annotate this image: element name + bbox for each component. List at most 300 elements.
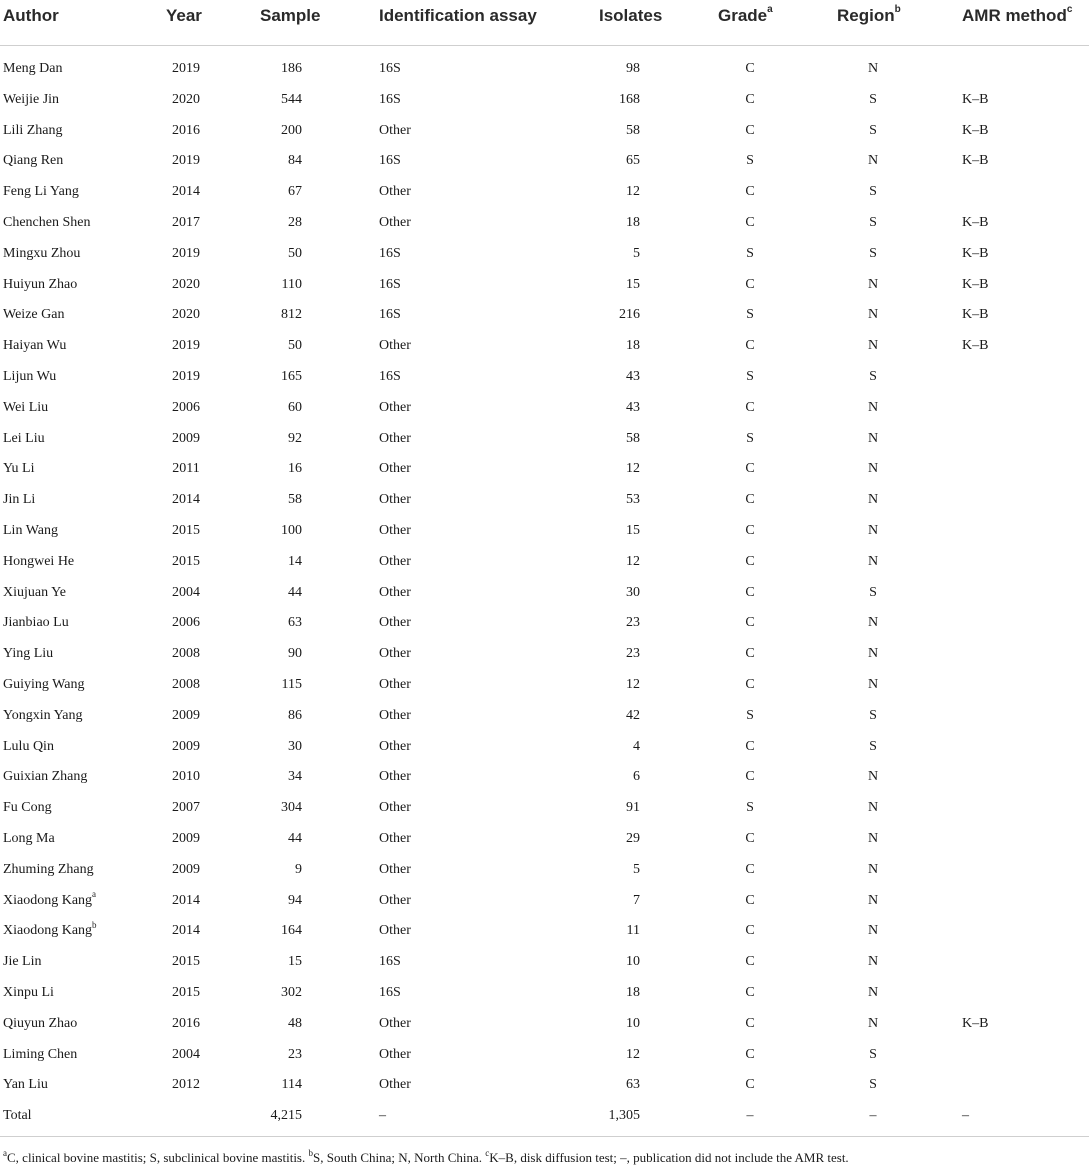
cell-identification-assay: Other xyxy=(379,892,411,908)
cell-sample: 67 xyxy=(288,184,302,200)
cell-amr-method: K–B xyxy=(962,122,989,138)
cell-region: N xyxy=(867,61,879,76)
author-name: Xiaodong Kang xyxy=(3,923,93,939)
cell-author xyxy=(3,739,54,755)
cell-author xyxy=(3,888,97,909)
cell-sample: 28 xyxy=(288,215,302,230)
cell-year: 2014 xyxy=(172,184,200,200)
cell-year: 2004 xyxy=(172,584,200,600)
cell-year: 2009 xyxy=(172,738,200,754)
cell-author xyxy=(3,369,56,385)
cell-author xyxy=(3,338,66,354)
footnote-mark-c: c xyxy=(485,1147,490,1158)
cell-identification-assay: – xyxy=(379,1108,386,1124)
cell-region: N xyxy=(867,553,879,569)
cell-year: 2015 xyxy=(172,954,200,970)
table-bottom-divider xyxy=(0,1136,1089,1137)
cell-identification-assay: Other xyxy=(379,738,411,754)
cell-isolates: 5 xyxy=(633,245,640,261)
cell-sample: 34 xyxy=(288,769,302,785)
cell-region: N xyxy=(867,461,879,477)
cell-region: N xyxy=(867,923,879,939)
cell-identification-assay: Other xyxy=(379,831,411,846)
author-name: Lei Liu xyxy=(3,430,45,446)
cell-year: 2016 xyxy=(172,1015,200,1031)
cell-region: N xyxy=(867,430,879,446)
cell-sample: 30 xyxy=(288,738,302,754)
table-row xyxy=(0,1008,1089,1038)
author-name: Jianbiao Lu xyxy=(3,615,69,631)
table-row xyxy=(0,176,1089,206)
cell-region: S xyxy=(869,245,877,261)
cell-year: 2020 xyxy=(172,276,200,292)
cell-sample: 84 xyxy=(288,153,302,169)
cell-sample: 50 xyxy=(288,338,302,354)
author-name: Lin Wang xyxy=(3,523,58,538)
table-row xyxy=(0,484,1089,514)
cell-grade: C xyxy=(745,91,755,107)
author-name: Yu Li xyxy=(3,461,35,477)
cell-sample: 58 xyxy=(288,492,302,508)
cell-region: N xyxy=(867,307,879,323)
table-row xyxy=(0,731,1089,761)
cell-region: S xyxy=(869,584,877,600)
cell-author xyxy=(3,862,94,878)
author-name: Xinpu Li xyxy=(3,985,54,1000)
cell-author xyxy=(3,123,63,139)
cell-isolates: 7 xyxy=(633,892,640,908)
author-name: Qiang Ren xyxy=(3,153,64,169)
cell-author xyxy=(3,831,55,847)
table-row xyxy=(0,115,1089,145)
table-row xyxy=(0,1069,1089,1099)
cell-identification-assay: Other xyxy=(379,184,411,200)
cell-region: N xyxy=(867,399,879,415)
cell-isolates: 4 xyxy=(633,738,640,754)
footnote-b-text: S, South China; N, North China. xyxy=(313,1150,486,1165)
cell-year: 2019 xyxy=(172,61,200,76)
cell-isolates: 10 xyxy=(626,1015,640,1031)
header-identification-assay: Identification assay xyxy=(379,6,537,25)
cell-sample: 14 xyxy=(288,553,302,569)
cell-sample: 60 xyxy=(288,399,302,415)
cell-identification-assay: Other xyxy=(379,461,411,477)
cell-grade: C xyxy=(745,954,755,970)
cell-identification-assay: 16S xyxy=(379,61,401,76)
total-row xyxy=(0,1100,1089,1130)
cell-grade: S xyxy=(746,707,754,723)
author-name: Chenchen Shen xyxy=(3,215,91,230)
cell-sample: 92 xyxy=(288,430,302,446)
cell-sample: 812 xyxy=(281,307,302,323)
cell-grade: C xyxy=(745,215,755,230)
cell-grade: S xyxy=(746,800,754,816)
cell-identification-assay: Other xyxy=(379,215,411,230)
table-row xyxy=(0,854,1089,884)
cell-grade: C xyxy=(745,985,755,1000)
cell-region: N xyxy=(867,338,879,354)
cell-grade: C xyxy=(745,677,755,692)
header-divider xyxy=(0,45,1089,46)
cell-region: N xyxy=(867,523,879,538)
cell-sample: 110 xyxy=(281,276,302,292)
cell-author xyxy=(3,708,83,724)
cell-author xyxy=(3,1077,48,1093)
author-name: Lili Zhang xyxy=(3,122,63,138)
cell-isolates: 12 xyxy=(626,1046,640,1062)
cell-identification-assay: Other xyxy=(379,1046,411,1062)
header-amr-method: AMR method$^c$ xyxy=(962,4,1073,25)
cell-year: 2008 xyxy=(172,646,200,662)
cell-author xyxy=(3,153,63,169)
cell-author xyxy=(3,919,97,939)
cell-identification-assay: Other xyxy=(379,399,411,415)
cell-author xyxy=(3,431,45,447)
cell-identification-assay: Other xyxy=(379,584,411,600)
cell-grade: C xyxy=(745,1015,755,1031)
cell-sample: 186 xyxy=(281,61,302,76)
cell-grade: C xyxy=(745,399,755,415)
table-row xyxy=(0,207,1089,237)
cell-identification-assay: Other xyxy=(379,923,411,939)
cell-sample: 48 xyxy=(288,1015,302,1031)
cell-author xyxy=(3,800,52,816)
cell-grade: C xyxy=(745,615,755,631)
cell-year: 2020 xyxy=(172,307,200,323)
cell-identification-assay: 16S xyxy=(379,91,401,107)
cell-identification-assay: 16S xyxy=(379,245,401,261)
cell-grade: C xyxy=(745,276,755,292)
author-footnote-mark: b xyxy=(92,919,97,930)
cell-year: 2019 xyxy=(172,338,200,354)
cell-region: N xyxy=(867,769,879,785)
cell-sample: 86 xyxy=(288,707,302,723)
cell-isolates: 12 xyxy=(626,553,640,569)
author-footnote-mark: a xyxy=(92,888,97,899)
cell-isolates: 63 xyxy=(626,1077,640,1093)
cell-amr-method: K–B xyxy=(962,153,989,169)
cell-year: 2019 xyxy=(172,245,200,261)
table-footnote xyxy=(3,1147,1086,1166)
table-row xyxy=(0,1039,1089,1069)
cell-year: 2017 xyxy=(172,215,200,230)
cell-isolates: 23 xyxy=(626,646,640,662)
cell-isolates: 12 xyxy=(626,677,640,692)
cell-year: 2006 xyxy=(172,615,200,631)
author-name: Ying Liu xyxy=(3,646,54,662)
cell-grade: C xyxy=(745,553,755,569)
cell-amr-method: K–B xyxy=(962,276,989,292)
cell-grade: C xyxy=(745,923,755,939)
table-row xyxy=(0,84,1089,114)
author-name: Yongxin Yang xyxy=(3,707,83,723)
cell-author xyxy=(3,307,64,323)
header-year: Year xyxy=(166,6,202,25)
cell-isolates: 58 xyxy=(626,122,640,138)
cell-region: N xyxy=(867,985,879,1000)
footnote-mark-a: a xyxy=(3,1147,7,1158)
cell-year: 2006 xyxy=(172,399,200,415)
cell-grade: S xyxy=(746,307,754,323)
cell-grade: C xyxy=(745,892,755,908)
cell-year: 2015 xyxy=(172,553,200,569)
cell-author xyxy=(3,277,77,293)
footnote-c-text: K–B, disk diffusion test; –, publication did not include the AMR test. xyxy=(489,1150,849,1165)
table-row xyxy=(0,885,1089,915)
author-name: Huiyun Zhao xyxy=(3,276,78,292)
author-name: Haiyan Wu xyxy=(3,338,67,354)
cell-author xyxy=(3,1016,77,1032)
cell-sample: 44 xyxy=(288,831,302,846)
header-region-footnote-mark: b xyxy=(894,4,901,16)
cell-grade: C xyxy=(745,1077,755,1093)
cell-region: S xyxy=(869,122,877,138)
cell-identification-assay: Other xyxy=(379,677,411,692)
table-row xyxy=(0,361,1089,391)
cell-sample: 50 xyxy=(288,245,302,261)
cell-isolates: 11 xyxy=(626,923,640,939)
cell-year: 2011 xyxy=(172,461,200,477)
cell-year: 2012 xyxy=(172,1077,200,1093)
cell-sample: 200 xyxy=(281,122,302,138)
cell-isolates: 65 xyxy=(626,153,640,169)
cell-region: S xyxy=(869,1077,877,1093)
cell-identification-assay: 16S xyxy=(379,954,401,970)
cell-author xyxy=(3,554,74,570)
cell-year: 2007 xyxy=(172,800,200,816)
cell-author xyxy=(3,246,80,262)
table-row xyxy=(0,53,1089,83)
cell-grade: C xyxy=(745,738,755,754)
table-row xyxy=(0,515,1089,545)
author-name: Meng Dan xyxy=(3,61,63,76)
table-row xyxy=(0,577,1089,607)
cell-sample: 302 xyxy=(281,985,302,1000)
table-row xyxy=(0,761,1089,791)
table-row xyxy=(0,607,1089,637)
cell-author xyxy=(3,585,66,601)
cell-isolates: 18 xyxy=(626,338,640,354)
cell-isolates: 29 xyxy=(626,831,640,846)
cell-grade: S xyxy=(746,245,754,261)
cell-author xyxy=(3,400,48,416)
table-row xyxy=(0,269,1089,299)
cell-author xyxy=(3,1047,77,1063)
table-row xyxy=(0,638,1089,668)
cell-identification-assay: 16S xyxy=(379,985,401,1000)
cell-author xyxy=(3,615,69,631)
cell-isolates: 5 xyxy=(633,861,640,877)
cell-region: N xyxy=(867,153,879,169)
author-name: Hongwei He xyxy=(3,553,75,569)
cell-identification-assay: 16S xyxy=(379,276,401,292)
cell-sample: 23 xyxy=(288,1046,302,1062)
cell-identification-assay: Other xyxy=(379,1077,411,1093)
cell-isolates: 43 xyxy=(626,369,640,384)
header-grade: Grade$^a$ xyxy=(718,4,773,25)
header-sample: Sample xyxy=(260,6,321,25)
cell-region: N xyxy=(867,276,879,292)
author-name: Lijun Wu xyxy=(3,369,57,384)
table-row xyxy=(0,977,1089,1007)
header-grade-footnote-mark: a xyxy=(767,4,773,16)
cell-isolates: 12 xyxy=(626,461,640,477)
cell-region: N xyxy=(867,861,879,877)
cell-year: 2016 xyxy=(172,122,200,138)
cell-region: – xyxy=(869,1108,877,1124)
cell-sample: 304 xyxy=(281,800,302,816)
author-name: Guiying Wang xyxy=(3,677,85,692)
author-name: Mingxu Zhou xyxy=(3,245,81,261)
footnote-mark-b: b xyxy=(308,1147,313,1158)
cell-isolates: 30 xyxy=(626,584,640,600)
cell-author xyxy=(3,184,79,200)
cell-sample: 115 xyxy=(281,677,302,692)
cell-sample: 94 xyxy=(288,892,302,908)
cell-identification-assay: Other xyxy=(379,800,411,816)
cell-grade: C xyxy=(745,646,755,662)
author-name: Lulu Qin xyxy=(3,738,54,754)
cell-sample: 4,215 xyxy=(270,1108,302,1124)
cell-year: 2020 xyxy=(172,91,200,107)
cell-identification-assay: Other xyxy=(379,615,411,631)
author-name: Total xyxy=(3,1108,32,1124)
cell-region: S xyxy=(869,369,877,384)
cell-year: 2019 xyxy=(172,153,200,169)
cell-identification-assay: Other xyxy=(379,523,411,538)
cell-region: S xyxy=(869,91,877,107)
author-name: Yan Liu xyxy=(3,1077,48,1093)
author-name: Weijie Jin xyxy=(3,91,60,107)
header-region: Region$^b$ xyxy=(837,4,901,25)
cell-author xyxy=(3,646,53,662)
cell-region: N xyxy=(867,892,879,908)
cell-sample: 9 xyxy=(295,861,302,877)
cell-identification-assay: Other xyxy=(379,553,411,569)
author-name: Long Ma xyxy=(3,831,55,846)
cell-region: S xyxy=(869,215,877,230)
cell-year: 2014 xyxy=(172,892,200,908)
cell-sample: 165 xyxy=(281,369,302,384)
cell-grade: C xyxy=(745,1046,755,1062)
cell-grade: S xyxy=(746,369,754,384)
cell-isolates: 15 xyxy=(626,523,640,538)
cell-grade: C xyxy=(745,523,755,538)
cell-sample: 164 xyxy=(281,923,302,939)
cell-author xyxy=(3,523,58,539)
cell-region: N xyxy=(867,492,879,508)
table-row xyxy=(0,330,1089,360)
header-isolates: Isolates xyxy=(599,6,663,25)
cell-year: 2014 xyxy=(172,492,200,508)
cell-isolates: 18 xyxy=(626,215,640,230)
author-name: Xiaodong Kang xyxy=(3,892,93,908)
cell-isolates: 42 xyxy=(626,707,640,723)
cell-amr-method: – xyxy=(962,1108,969,1124)
cell-amr-method: K–B xyxy=(962,215,989,230)
cell-identification-assay: Other xyxy=(379,707,411,723)
cell-sample: 544 xyxy=(281,91,302,107)
cell-year: 2009 xyxy=(172,831,200,846)
cell-region: N xyxy=(867,677,879,692)
cell-grade: – xyxy=(746,1108,754,1124)
table-row xyxy=(0,700,1089,730)
author-name: Zhuming Zhang xyxy=(3,861,94,877)
cell-sample: 15 xyxy=(288,954,302,970)
cell-year: 2008 xyxy=(172,677,200,692)
author-name: Jin Li xyxy=(3,492,36,508)
cell-sample: 63 xyxy=(288,615,302,631)
cell-author xyxy=(3,985,54,1001)
cell-isolates: 1,305 xyxy=(608,1108,640,1124)
cell-region: S xyxy=(869,184,877,200)
author-name: Qiuyun Zhao xyxy=(3,1015,78,1031)
cell-author xyxy=(3,215,90,231)
cell-grade: C xyxy=(745,184,755,200)
cell-region: N xyxy=(867,831,879,846)
table-row xyxy=(0,823,1089,853)
cell-grade: C xyxy=(745,831,755,846)
cell-author xyxy=(3,677,84,693)
cell-isolates: 18 xyxy=(626,985,640,1000)
cell-sample: 100 xyxy=(281,523,302,538)
cell-identification-assay: Other xyxy=(379,338,411,354)
cell-isolates: 15 xyxy=(626,276,640,292)
author-name: Jie Lin xyxy=(3,954,42,970)
cell-region: N xyxy=(867,800,879,816)
cell-region: N xyxy=(867,646,879,662)
cell-isolates: 53 xyxy=(626,492,640,508)
cell-identification-assay: Other xyxy=(379,861,411,877)
cell-year: 2015 xyxy=(172,985,200,1000)
table-row xyxy=(0,423,1089,453)
cell-grade: C xyxy=(745,492,755,508)
cell-year: 2004 xyxy=(172,1046,200,1062)
cell-year: 2009 xyxy=(172,430,200,446)
cell-grade: C xyxy=(745,769,755,785)
cell-author xyxy=(3,461,35,477)
cell-isolates: 12 xyxy=(626,184,640,200)
cell-identification-assay: Other xyxy=(379,122,411,138)
cell-year: 2009 xyxy=(172,861,200,877)
cell-isolates: 91 xyxy=(626,800,640,816)
cell-isolates: 216 xyxy=(619,307,640,323)
cell-identification-assay: Other xyxy=(379,769,411,785)
cell-grade: C xyxy=(745,122,755,138)
cell-year: 2009 xyxy=(172,707,200,723)
cell-identification-assay: 16S xyxy=(379,369,401,384)
cell-sample: 90 xyxy=(288,646,302,662)
cell-author xyxy=(3,492,35,508)
cell-grade: C xyxy=(745,861,755,877)
cell-sample: 16 xyxy=(288,461,302,477)
cell-isolates: 23 xyxy=(626,615,640,631)
cell-region: S xyxy=(869,707,877,723)
cell-author xyxy=(3,1108,32,1124)
table-row xyxy=(0,299,1089,329)
cell-isolates: 6 xyxy=(633,769,640,785)
table-row xyxy=(0,915,1089,945)
author-name: Weize Gan xyxy=(3,307,65,323)
cell-identification-assay: Other xyxy=(379,430,411,446)
cell-isolates: 43 xyxy=(626,399,640,415)
cell-author xyxy=(3,92,59,108)
cell-grade: C xyxy=(745,61,755,76)
cell-year: 2014 xyxy=(172,923,200,939)
cell-region: S xyxy=(869,1046,877,1062)
cell-region: N xyxy=(867,954,879,970)
cell-amr-method: K–B xyxy=(962,338,989,354)
